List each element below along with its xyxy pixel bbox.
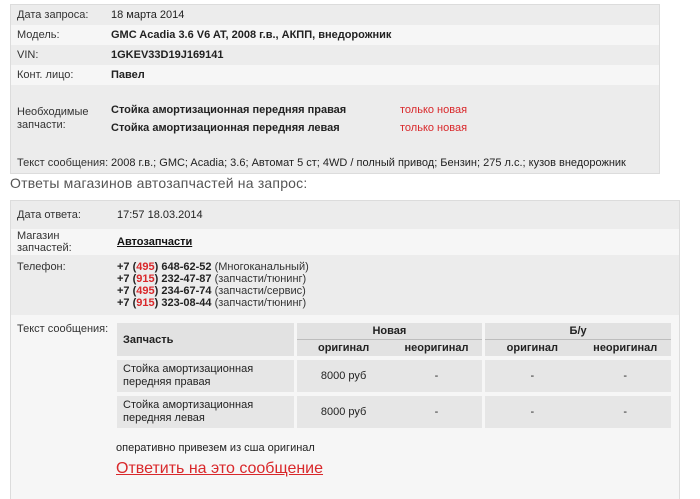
contact-label: Конт. лицо: [17, 69, 74, 81]
row-new-nonoriginal: - [391, 396, 483, 428]
phone-number: ) 648-62-52 [154, 261, 212, 273]
phone-prefix: +7 ( [117, 297, 137, 309]
col-new-header: Новая [297, 323, 483, 340]
model-row [11, 25, 659, 45]
request-message-value: 2008 г.в.; GMC; Acadia; 3.6; Автомат 5 ст; 4WD / полный привод; Бензин; 275 л.с.; кузов внедорожник [111, 157, 626, 169]
phone-label: Телефон: [17, 261, 66, 273]
phone-item [117, 273, 679, 285]
vin-row [11, 45, 659, 65]
phone-code: 915 [136, 297, 155, 309]
part-name: Стойка амортизационная передняя правая [111, 104, 347, 116]
phone-note: (запчасти/сервис) [214, 285, 306, 297]
response-note: оперативно привезем из сша оригинал [116, 442, 315, 454]
response-date-label: Дата ответа: [17, 209, 81, 221]
response-date-row [11, 201, 679, 229]
phone-prefix: +7 ( [117, 261, 137, 273]
request-panel [10, 4, 660, 174]
response-message-row [11, 315, 679, 428]
response-date-value: 17:57 18.03.2014 [117, 209, 203, 221]
phone-item [117, 297, 679, 309]
parts-row [11, 85, 659, 153]
price-table [117, 323, 671, 428]
part-item [111, 101, 659, 119]
row-used-original: - [485, 396, 579, 428]
phone-code: 915 [136, 273, 155, 285]
phone-prefix: +7 ( [117, 273, 137, 285]
table-row [117, 396, 671, 428]
response-message-label: Текст сообщения: [17, 323, 109, 335]
vin-label: VIN: [17, 49, 39, 61]
sub-nonoriginal-new: неоригинал [391, 340, 483, 357]
phone-item [117, 285, 679, 297]
part-name: Стойка амортизационная передняя левая [111, 122, 340, 134]
phone-code: 495 [136, 285, 155, 297]
phone-prefix: +7 ( [117, 285, 137, 297]
phone-item [117, 261, 679, 273]
request-message-row [11, 153, 659, 173]
phone-note: (запчасти/тюнинг) [214, 297, 307, 309]
sub-nonoriginal-used: неоригинал [579, 340, 671, 357]
phone-code: 495 [136, 261, 155, 273]
row-new-nonoriginal: - [391, 360, 483, 392]
contact-value: Павел [111, 69, 145, 81]
phone-row [11, 255, 679, 315]
phone-number: ) 234-67-74 [154, 285, 212, 297]
row-used-nonoriginal: - [579, 360, 671, 392]
vin-value: 1GKEV33D19J169141 [111, 49, 224, 61]
store-label: Магазин запчастей: [17, 230, 72, 254]
part-condition: только новая [400, 104, 468, 116]
row-new-original: 8000 руб [297, 396, 391, 428]
reply-link[interactable]: Ответить на это сообщение [116, 460, 324, 477]
col-part-header: Запчасть [117, 323, 294, 356]
phone-list [117, 261, 679, 315]
sub-original-new: оригинал [297, 340, 391, 357]
responses-title: Ответы магазинов автозапчастей на запрос: [10, 175, 308, 191]
phone-note: (запчасти/тюнинг) [214, 273, 307, 285]
table-row [117, 360, 671, 392]
row-used-original: - [485, 360, 579, 392]
request-date-label: Дата запроса: [17, 9, 89, 21]
phone-number: ) 232-47-87 [154, 273, 212, 285]
phone-number: ) 323-08-44 [154, 297, 212, 309]
request-date-value: 18 марта 2014 [111, 9, 185, 21]
row-part-name: Стойка амортизационная передняя правая [117, 360, 294, 392]
contact-row [11, 65, 659, 85]
model-value: GMC Acadia 3.6 V6 AT, 2008 г.в., АКПП, внедорожник [111, 29, 392, 41]
row-used-nonoriginal: - [579, 396, 671, 428]
row-new-original: 8000 руб [297, 360, 391, 392]
store-row [11, 229, 679, 255]
part-item [111, 119, 659, 137]
request-message-label: Текст сообщения: [17, 157, 109, 169]
response-message-body [117, 323, 679, 428]
sub-original-used: оригинал [485, 340, 579, 357]
parts-list [111, 101, 659, 137]
part-condition: только новая [400, 122, 468, 134]
col-used-header: Б/у [485, 323, 671, 340]
model-label: Модель: [17, 29, 60, 41]
response-panel [10, 200, 680, 499]
store-link[interactable]: Автозапчасти [117, 236, 193, 248]
row-part-name: Стойка амортизационная передняя левая [117, 396, 294, 428]
parts-label: Необходимые запчасти: [17, 106, 89, 131]
phone-note: (Многоканальный) [214, 261, 309, 273]
request-date-row [11, 5, 659, 25]
